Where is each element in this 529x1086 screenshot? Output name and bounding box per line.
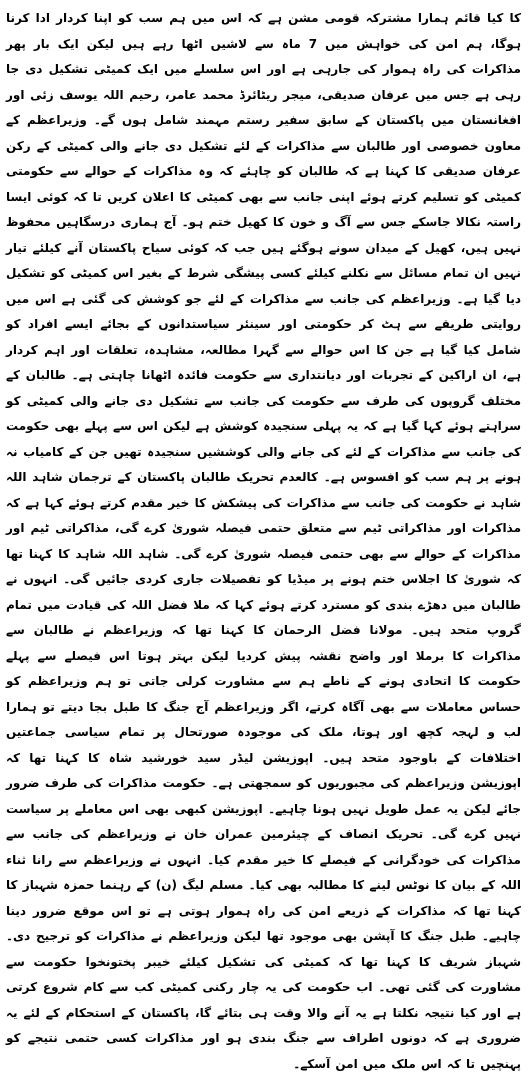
article-body: کا کیا قائم ہمارا مشترکہ قومی مشن ہے کہ اس میں ہم سب کو اپنا کردار ادا کرنا ہوگا، ہم امن کی خواہش میں 7 ماہ سے لاشیں اٹھا رہے ہیں لیکن ایک بار پھر مذاکرات کی راہ ہموار کی جارہی ہے اور اس سلسلے میں ایک کمیٹی تشکیل دی جا رہی ہے جس میں عرفان صدیقی، میجر ریٹائرڈ محمد عامر، رحیم اللہ یوسف زئی اور افغانستان میں پاکستان کے سابق سفیر رستم مہمند شامل ہوں گے۔ وزیراعظم کے معاون خصوصی اور طالبان سے مذاکرات کے لئے تشکیل دی جانے والی کمیٹی کے رکن عرفان صدیقی کا کہنا ہے کہ طالبان کو چاہئے کہ وہ مذاکرات کے حوالے سے حکومتی کمیٹی کو تسلیم کرتے ہوئے اپنی جانب سے بھی کمیٹی کا اعلان کریں تا کہ کوئی ایسا راستہ نکالا جاسکے جس سے آگ و خون کا کھیل ختم ہو۔ آج ہماری درسگاہیں محفوظ نہیں ہیں، کھیل کے میدان سونے ہوگئے ہیں جب کہ کوئی سیاح پاکستان آنے کیلئے تیار نہیں ان تمام مسائل سے نکلنے کیلئے کسی پیشگی شرط کے بغیر اس کمیٹی کو تشکیل دیا گیا ہے۔ وزیراعظم کی جانب سے مذاکرات کے لئے جو کوشش کی گئی ہے اس میں روایتی طریقے سے ہٹ کر حکومتی اور سینئر سیاستدانوں کے بجائے ایسے افراد کو شامل کیا گیا ہے جن کا اس حوالے سے گہرا مطالعہ، مشاہدہ، تعلقات اور اہم کردار ہے، ان اراکین کے تجربات اور دیانتداری سے حکومت فائدہ اٹھانا چاہتی ہے۔ طالبان کے مختلف گروپوں کی طرف سے حکومت کی جانب سے تشکیل دی جانے والی کمیٹی کو سراہتے ہوئے کہا گیا ہے کہ یہ پہلی سنجیدہ کوشش ہے لیکن اس سے پہلے بھی حکومت کی جانب سے مذاکرات کے لئے کی جانے والی کوششیں سنجیدہ تھیں جن کے کامیاب نہ ہونے پر ہم سب کو افسوس ہے۔ کالعدم تحریک طالبان پاکستان کے ترجمان شاہد اللہ شاہد نے حکومت کی جانب سے مذاکرات کی پیشکش کا خیر مقدم کرتے ہوئے کہا ہے کہ مذاکرات اور مذاکراتی ٹیم سے متعلق حتمی فیصلہ شوریٰ کرے گی، مذاکراتی ٹیم اور مذاکرات کے حوالے سے بھی حتمی فیصلہ شوریٰ کرے گی۔ شاہد اللہ شاہد کا کہنا تھا کہ شوریٰ کا اجلاس ختم ہونے پر میڈیا کو تفصیلات جاری کردی جائیں گی۔ انہوں نے طالبان میں دھڑے بندی کو مسترد کرتے ہوئے کہا کہ ملا فضل اللہ کی قیادت میں تمام گروپ متحد ہیں۔ مولانا فضل الرحمان کا کہنا تھا کہ وزیراعظم نے طالبان سے مذاکرات کا برملا اور واضح نقشہ پیش کردیا لیکن بہتر ہوتا اس فیصلے سے پہلے حکومت کا اتحادی ہونے کے ناطے ہم سے مشاورت کرلی جاتی تو ہم وزیراعظم کو حساس معاملات سے بھی آگاہ کرتے، اگر وزیراعظم آج جنگ کا طبل بجا دیتے تو ہمارا لب و لہجہ کچھ اور ہوتا، ملک کی موجودہ صورتحال پر تمام سیاسی جماعتیں اختلافات کے باوجود متحد ہیں۔ اپوزیشن لیڈر سید خورشید شاہ کا کہنا تھا کہ اپوزیشن وزیراعظم کی مجبوریوں کو سمجھتی ہے۔ حکومت مذاکرات کی طرف ضرور جائے لیکن یہ عمل طویل نہیں ہونا چاہیے۔ اپوزیشن کبھی بھی اس معاملے پر سیاست نہیں کرے گی۔ تحریک انصاف کے چیئرمین عمران خان نے وزیراعظم کی جانب سے مذاکرات کی خودگرانی کے فیصلے کا خیر مقدم کیا۔ انہوں نے وزیراعظم سے رانا ثناء اللہ کے بیان کا نوٹس لینے کا مطالبہ بھی کیا۔ مسلم لیگ (ن) کے رہنما حمزہ شہباز کا کہنا تھا کہ مذاکرات کے ذریعے امن کی راہ ہموار ہوتی ہے تو اس موقع ضرور دینا چاہیے۔ طبل جنگ کا آپشن بھی موجود تھا لیکن وزیراعظم نے مذاکرات کو ترجیح دی۔ شہباز شریف کا کہنا تھا کہ کمیٹی کی تشکیل کیلئے خیبر پختونخوا حکومت سے مشاورت کی گئی تھی۔ اب حکومت کی یہ چار رکنی کمیٹی کب سے کام شروع کرتی ہے اور کیا نتیجہ نکلتا ہے یہ آنے والا وقت ہی بتائے گا، پاکستان کے استحکام کے لئے یہ ضروری ہے کہ دونوں اطراف سے جنگ بندی ہو اور مذاکرات کسی حتمی نتیجے کو پہنچیں تا کہ اس ملک میں امن آسکے۔ bbox=[6, 11, 521, 1071]
